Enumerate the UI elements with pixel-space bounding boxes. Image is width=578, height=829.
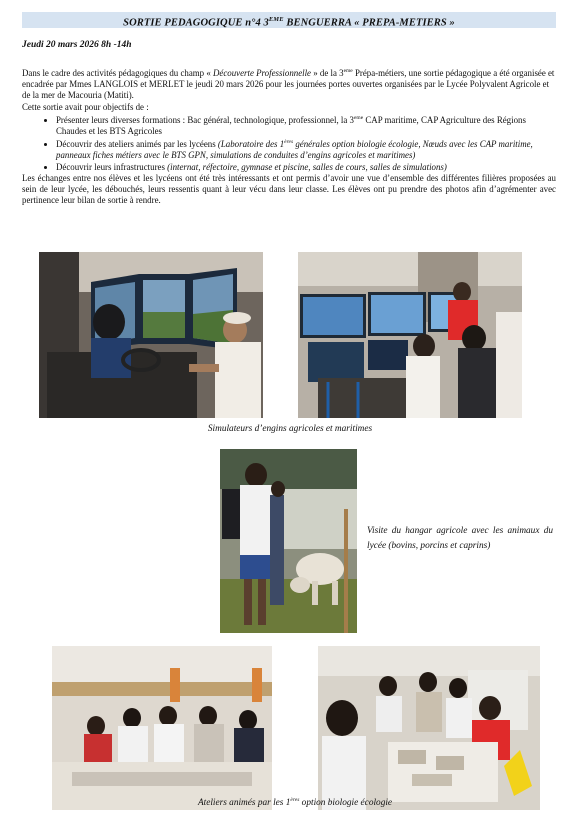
objectives-intro: Cette sortie avait pour objectifs de :	[22, 101, 149, 112]
objective-item	[56, 113, 556, 137]
caption-workshops-b: option biologie écologie	[299, 798, 393, 809]
intro-t4: Prépa-métiers, une sortie pédagogique a été organisée et encadrée par Mmes LANGLOIS et MERLET le jeudi 20 mars 2026 pour les journées portes ouvertes organisées par le Lycée Polyvalent Agricole et de la mer de Macouria (Matiti).	[22, 67, 555, 101]
objective-item	[56, 162, 556, 173]
photo-biology-workshop-2	[318, 646, 540, 810]
objective-3-italic: (internat, réfectoire, gymnase et piscine, salles de cours, salles de simulations)	[167, 161, 447, 172]
caption-workshops-a: Ateliers animés par les 1	[197, 798, 291, 809]
caption-workshops	[140, 797, 450, 808]
objective-3-text: Découvrir leurs infrastructures	[56, 161, 168, 172]
photo-biology-workshop-1	[52, 646, 272, 810]
objective-2-italic-a: (Laboratoire des 1	[217, 139, 285, 150]
title-part-1: SORTIE PEDAGOGIQUE n°4 3	[123, 17, 269, 29]
caption-hangar: Visite du hangar agricole avec les animaux du lycée (bovins, porcins et caprins)	[367, 526, 553, 551]
conclusion-paragraph: Les échanges entre nos élèves et les lycéens ont été très intéressants et ont permis d’avoir une vue d’ensemble des différentes filières proposées au sein de leur lycée, les débouchés, leurs ressentis quant à leur vécu dans leur classe. Les élèves ont pu prendre des photos afin d’agrémenter avec pertinence leur bilan de sortie à rendre.	[22, 172, 556, 206]
photo-maritime-simulator	[298, 252, 522, 418]
objectives-list	[22, 113, 556, 173]
objective-1-sup: eme	[353, 114, 364, 121]
objective-item	[56, 137, 556, 161]
objective-2-italic-b: générales option biologie écologie, Nœuds avec les CAP maritime, panneaux fiches métiers avec le BTS GPN, simulations de conduites d’engins agricoles et maritimes)	[56, 139, 533, 161]
body-text	[22, 66, 556, 206]
objective-2-sup: ères	[284, 139, 294, 146]
caption-simulators: Simulateurs d’engins agricoles et maritimes	[207, 424, 373, 434]
intro-t1: Dans le cadre des activités pédagogiques du champ «	[22, 67, 213, 78]
intro-sup: eme	[343, 68, 353, 74]
photo-agricultural-simulator	[39, 252, 263, 418]
objective-1-text: Présenter leurs diverses formations : Bac général, technologique, professionnel, la 3	[56, 114, 354, 125]
title-part-2: BENGUERRA « PREPA-METIERS »	[283, 17, 455, 29]
event-date: Jeudi 20 mars 2026 8h -14h	[22, 40, 132, 50]
objective-2-text: Découvrir des ateliers animés par les lycéens	[56, 139, 218, 150]
document-title	[22, 12, 556, 28]
photo-agricultural-hangar	[220, 449, 357, 633]
intro-paragraph	[22, 66, 556, 102]
title-superscript: EME	[268, 16, 284, 23]
objective-1-text-b: CAP maritime, CAP Agriculture des Régions Chaudes et les BTS Agricoles	[56, 114, 526, 136]
intro-t3: » de la 3	[311, 67, 344, 78]
intro-t2: Découverte Professionnelle	[213, 67, 312, 78]
caption-workshops-sup: ères	[290, 797, 300, 803]
